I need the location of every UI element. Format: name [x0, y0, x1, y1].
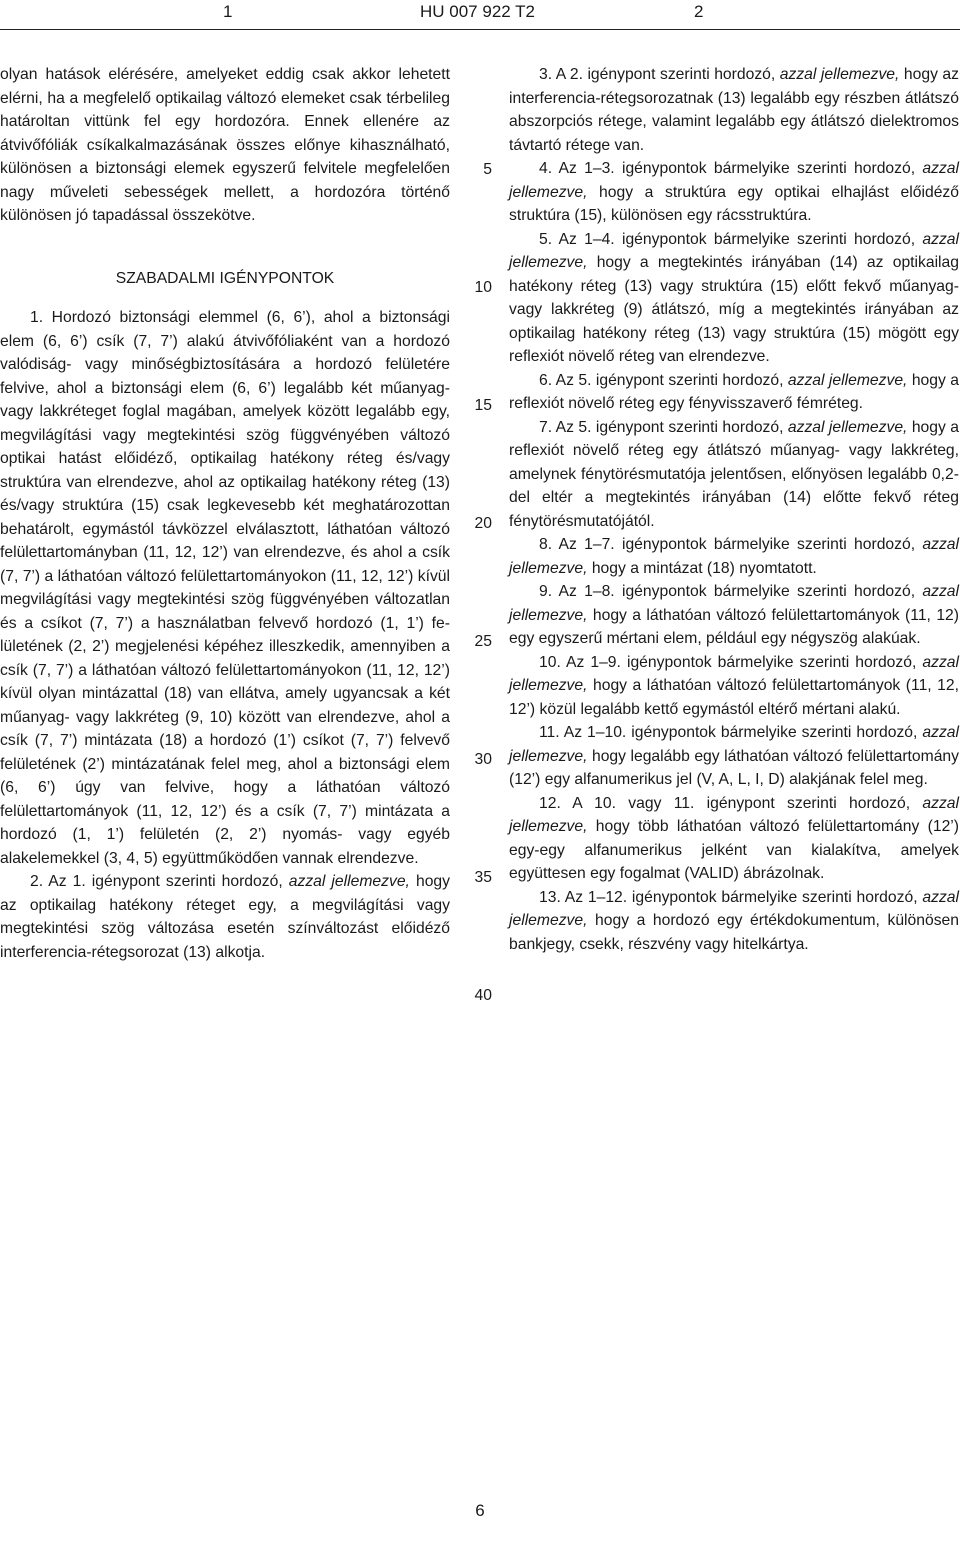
right-column	[509, 63, 959, 956]
claim-6: 6. Az 5. igénypont szerinti hordozó, azzal jellemezve, hogy a reflexiót növelő réteg egy fényvisszaverő fémréteg.	[509, 371, 959, 412]
document-number: HU 007 922 T2	[420, 2, 535, 21]
page-number: 6	[475, 1501, 485, 1520]
intro-paragraph: olyan hatások elérésére, amelyeket eddig csak akkor lehetett elérni, ha a megfelelő optikailag változó elemeket csak térbelileg határoltan vittünk fel egy hordozóra. Ennek ellenére az átvivőfóliák csíkalkalmazásának összes előnye kihasználható, különösen a biztonsági elemek egyszerű felvitele megfelelően nagy műveleti sebességek mellett, a hordozóra történő különösen jó tapadással összekötve.	[0, 66, 450, 224]
claim-8: 8. Az 1–7. igénypontok bármelyike szerinti hordozó, azzal jellemezve, hogy a mintázat (18) nyomtatott.	[509, 536, 959, 577]
claim-12: 12. A 10. vagy 11. igénypont szerinti hordozó, azzal jellemezve, hogy több láthatóan változó felülettartomány (12’) egy-egy alfanumerikus jelként van kialakítva, amelyek együttesen egy fogalmat (VALID) ábrázolnak.	[509, 794, 959, 882]
line-number-40: 40	[474, 987, 492, 1004]
claim-13: 13. Az 1–12. igénypontok bármelyike szerinti hordozó, azzal jellemezve, hogy a hordozó egy értékdokumentum, különösen bankjegy, csekk, részvény vagy hitelkártya.	[509, 888, 959, 953]
claim-7: 7. Az 5. igénypont szerinti hordozó, azzal jellemezve, hogy a reflexiót növelő réteg egy átlátszó műanyag- vagy lakkréteg, amelynek fénytörésmutatója jelentősen, előnyösen legalább 0,2-del eltér a megtekintés irányában (14) előtte fekvő réteg fénytörésmutatójától.	[509, 418, 959, 530]
line-number-10: 10	[474, 279, 492, 296]
right-column-number: 2	[694, 2, 704, 21]
line-number-5: 5	[483, 161, 492, 178]
left-column	[0, 63, 450, 964]
claim-11: 11. Az 1–10. igénypontok bármelyike szerinti hordozó, azzal jellemezve, hogy legalább egy láthatóan változó felülettartomány (12’) egy alfanumerikus jel (V, A, L, I, D) alakjának felel meg.	[509, 724, 959, 788]
section-heading: SZABADALMI IGÉNYPONTOK	[115, 269, 335, 287]
line-number-25: 25	[474, 633, 492, 650]
page-header	[0, 0, 960, 30]
line-number-30: 30	[474, 751, 492, 768]
claim-2: 2. Az 1. igénypont szerinti hordozó, azzal jellemezve, hogy az optikailag hatékony réteget egy, a megvilágítási vagy megtekintési szög változása esetén színváltozást előidéző interferencia-rétegsorozat (13) alkotja.	[0, 873, 450, 961]
claim-1: 1. Hordozó biztonsági elemmel (6, 6’), ahol a biztonsági elem (6, 6’) csík (7, 7’) alakú átvivőfóliaként van a hordozó valódiság- vagy minőségbiztosítására a hordozó felületére felvive, ahol a biztonsági elem (6, 6’) legalább két műanyag- vagy lakkréteget foglal magában, amelyek között legalább egy, megvilágítási vagy megtekintési szög függvényében változó optikai hatást előidéző, optikailag hatékony réteg és/vagy struktúra van elrendezve, ahol az optikailag hatékony réteg (13) és/vagy struktúra (15) csak legkevesebb két meghatározottan behatárolt, egymástól távközzel elválasztott, láthatóan változó felülettartományban (11, 12, 12’) van elrendezve, és ahol a csík (7, 7’) a láthatóan változó felülettartományokon (11, 12, 12’) kívül megvilágítási vagy megtekintési szög függvényében változatlan és a csíkot (7, 7’) a használatban felvevő hordozó (1, 1’) felületének (2, 2’) megjelenési képéhez illeszkedik, amennyiben a csík (7, 7’) a láthatóan változó felülettartományokon (11, 12, 12’) kívül olyan mintázattal (18) van ellátva, amely ugyancsak a két műanyag- vagy lakkréteg (9, 10) között van elrendezve, ahol a csík (7, 7’) mintázata (18) a hordozó (1’) csíkot (7, 7’) felvevő felületének (2’) mintázatának felel meg, ahol a biztonsági elem (6, 6’) úgy van felvive, hogy a láthatóan változó felülettartományok (11, 12, 12’) és a csík (7, 7’) mintázata a hordozó (1, 1’) felületén (2, 2’) nyomás- vagy egyéb alakelemekkel (3, 4, 5) együttműködően vannak elrendezve.	[0, 309, 450, 867]
claim-4: 4. Az 1–3. igénypontok bármelyike szerinti hordozó, azzal jellemezve, hogy a struktúra egy optikai elhajlást előidéző struktúra (15), különösen egy rácsstruktúra.	[509, 160, 959, 224]
line-number-20: 20	[474, 515, 492, 532]
claim-10: 10. Az 1–9. igénypontok bármelyike szerinti hordozó, azzal jellemezve, hogy a láthatóan változó felülettartományok (11, 12, 12’) közül legalább kettő egymástól eltérő mértani alakú.	[509, 653, 959, 718]
claim-3: 3. A 2. igénypont szerinti hordozó, azzal jellemezve, hogy az interferencia-rétegsorozatnak (13) legalább egy részben átlátszó abszorpciós rétege, valamint legalább egy átlátszó dielektromos távtartó rétege van.	[509, 66, 959, 154]
line-number-15: 15	[474, 397, 492, 414]
header-rule	[0, 29, 960, 30]
line-number-35: 35	[474, 869, 492, 886]
left-column-number: 1	[223, 2, 233, 21]
claim-5: 5. Az 1–4. igénypontok bármelyike szerinti hordozó, azzal jellemezve, hogy a megtekintés irányában (14) az optikailag hatékony réteg (13) vagy struktúra (15) előtt fekvő műanyag- vagy lakkréteg (9) átlátszó, míg a megtekintés irányában az optikailag hatékony réteg (13) vagy struktúra (15) mögött egy reflexiót növelő réteg van elrendezve.	[509, 230, 959, 365]
claim-9: 9. Az 1–8. igénypontok bármelyike szerinti hordozó, azzal jellemezve, hogy a láthatóan változó felülettartományok (11, 12) egy egyszerű mértani elem, például egy négyszög alakúak.	[509, 583, 959, 647]
